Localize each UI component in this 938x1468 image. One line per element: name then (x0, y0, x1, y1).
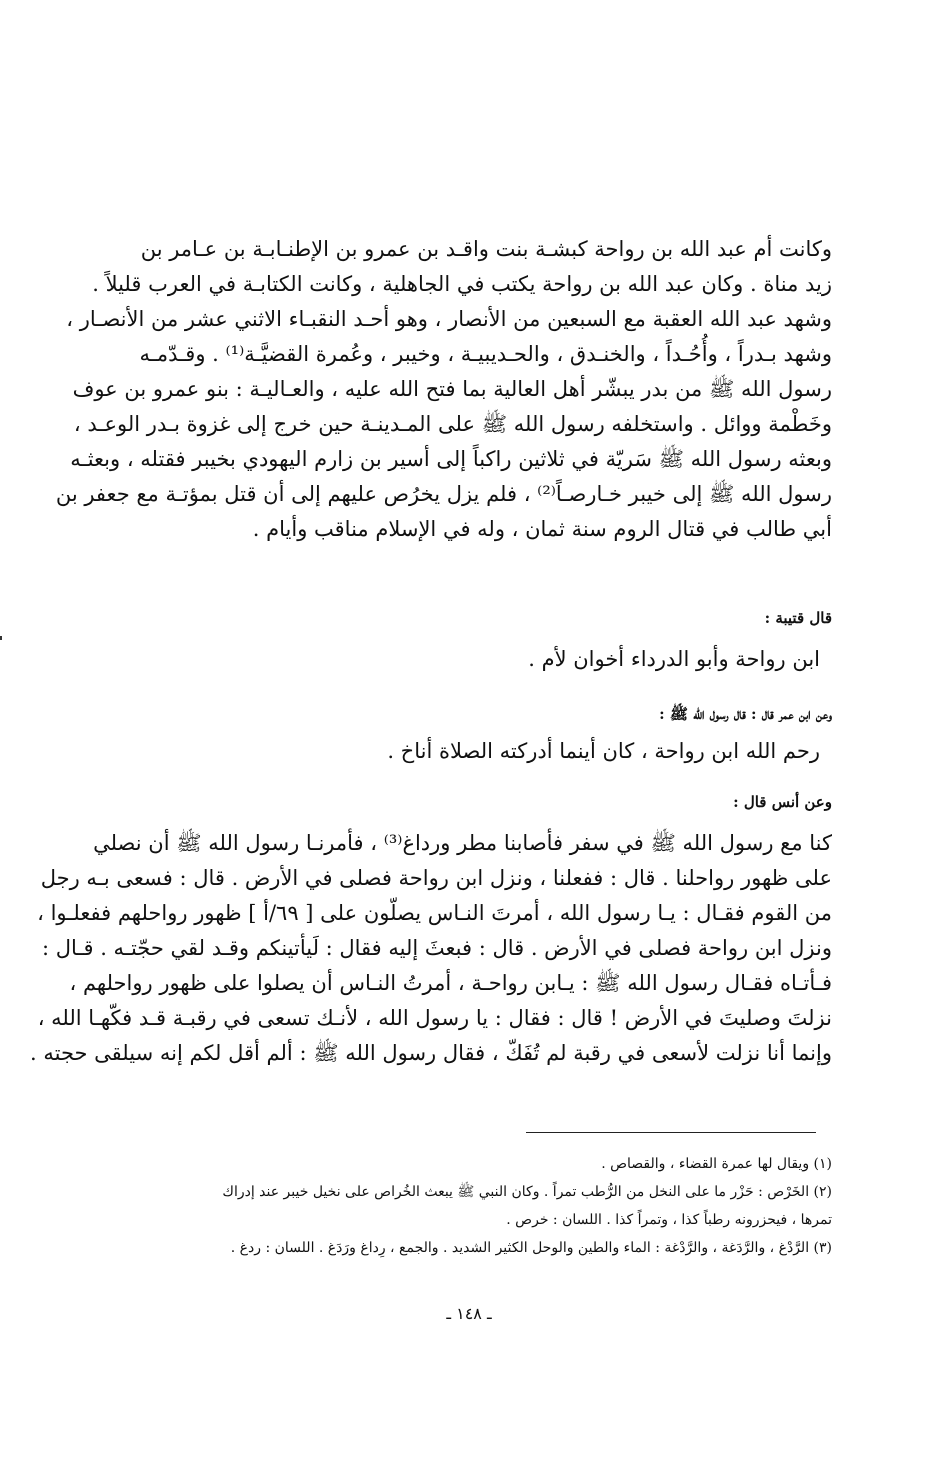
footnotes (120, 1150, 832, 1262)
quote-text: رحم الله ابن رواحة ، كان أينما أدركته الصلاة أناخ . (387, 739, 820, 763)
text-line: زيد مناة . وكان عبد الله بن رواحة يكتب في الجاهلية ، وكانت الكتابـة في العرب قليلاً . (92, 272, 832, 296)
quote-text: ابن رواحة وأبو الدرداء أخوان لأم . (528, 647, 820, 671)
text-line: وإنما أنا نزلت لأسعى في رقبة لم تُفَكّ ، فقال رسول الله ﷺ : ألم أقل لكم إنه سيلقى حجته . (30, 1041, 832, 1065)
text-line: وشهد بـدراً ، وأُحُـداً ، والخنـدق ، والحـديبيـة ، وخيبر ، وعُمرة القضيَّـة⁽¹⁾ . وقـدّمـه (139, 342, 832, 366)
text-line: أبي طالب في قتال الروم سنة ثمان ، وله في الإسلام مناقب وأيام . (252, 517, 832, 541)
text-line: رسول الله ﷺ إلى خيبر خـارصـاً⁽²⁾ ، فلم يزل يخرُص عليهم إلى أن قتل بمؤتـة مع جعفر بن (55, 482, 832, 506)
footnote-line: (٢) الخَرْص : حَزْر ما على النخل من الرُّطب تمراً . وكان النبي ﷺ يبعث الخُراص على نخيل خيبر عند إدراك (222, 1184, 832, 1200)
footnote-line: تمرها ، فيحزرونه رطباً كذا ، وتمراً كذا . اللسان : خرص . (506, 1212, 832, 1228)
text-line: كنا مع رسول الله ﷺ في سفر فأصابنا مطر ورداغ⁽³⁾ ، فأمرنـا رسول الله ﷺ أن نصلي (93, 831, 832, 855)
footnote-line: (٣) الرَّدْغ ، والرَّدَغة ، والرَّدْغة : الماء والطين والوحل الكثير الشديد . والجمع ، رِداغ ورَدَغ . اللسان : ردغ . (230, 1240, 832, 1256)
section-heading: وعن ابن عمر قال : قال رسول الله ﷺ : (659, 705, 832, 723)
text-line: من القوم فقـال : يـا رسول الله ، أمرتَ النـاس يصلّون على [ ٦٩/أ ] ظهور رواحلهم ففعلـوا ، (37, 901, 832, 925)
text-line: فـأتـاه فقـال رسول الله ﷺ : يـابن رواحـة ، أمرتُ النـاس أن يصلوا على ظهور رواحلهم ، (69, 971, 832, 995)
text-line: رسول الله ﷺ من بدر يبشّر أهل العالية بما فتح الله عليه ، والعـاليـة : بنو عمرو بن عوف (72, 377, 832, 401)
text-line: وخَطْمة ووائل . واستخلفه رسول الله ﷺ على المـدينـة حين خرج إلى غزوة بـدر الوعـد ، (73, 412, 832, 436)
section-heading: وعن أنس قال : (733, 793, 832, 811)
text-line: وشهد عبد الله العقبة مع السبعين من الأنصار ، وهو أحـد النقبـاء الاثني عشر من الأنصـار ، (66, 307, 832, 331)
footnote-divider (526, 1132, 816, 1133)
section-heading: قال قتيبة : (764, 609, 832, 627)
biography-paragraph (55, 232, 832, 547)
text-line: وكانت أم عبد الله بن رواحة كبشـة بنت واقـد بن عمرو بن الإطنـابـة بن عـامر بن (140, 237, 832, 261)
page-number: ـ ١٤٨ ـ (446, 1304, 492, 1323)
text-line: وبعثه رسول الله ﷺ سَريّة في ثلاثين راكباً إلى أسير بن زارم اليهودي بخيبر فقتله ، وبعثـه (70, 447, 832, 471)
footnote-line: (١) ويقال لها عمرة القضاء ، والقصاص . (601, 1156, 832, 1172)
text-line: نزلتَ وصليتَ في الأرض ! قال : فقال : يا رسول الله ، لأنـك تسعى في رقبـة قـد فكّهـا الله ، (37, 1006, 832, 1030)
text-line: ونزل ابن رواحة فصلى في الأرض . قال : فبعثَ إليه فقال : لَيأتينكم وقـد لقي حجّتـه . قـال : (41, 936, 832, 960)
margin-mark (0, 636, 2, 640)
text-line: على ظهور رواحلنا . قال : ففعلنا ، ونزل ابن رواحة فصلى في الأرض . قال : فسعى بـه رجل (40, 866, 832, 890)
hadith-paragraph (30, 826, 832, 1071)
